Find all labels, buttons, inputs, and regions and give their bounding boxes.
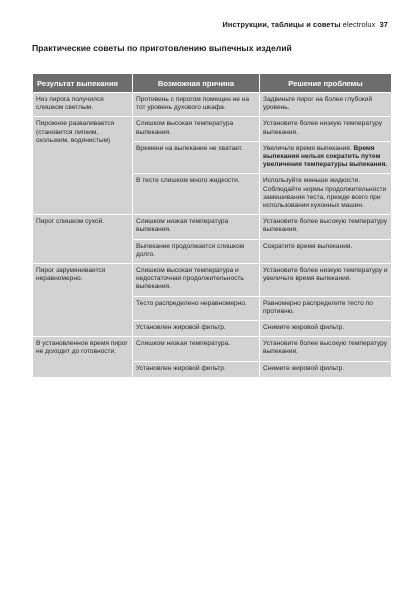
solution-cell <box>260 117 391 140</box>
page-number: 37 <box>379 20 388 29</box>
header-brand: electrolux <box>342 20 376 29</box>
solution-cell <box>260 174 391 214</box>
cause-cell: В тесте слишком много жидкости. <box>133 174 259 214</box>
solution-text: Увеличьте время выпекания. <box>263 144 352 152</box>
cause-cell: Времени на выпекание не хватает. <box>133 142 259 174</box>
cause-cell: Слишком низкая температура выпекания. <box>133 215 259 238</box>
column-header-result: Результат выпекания <box>33 74 132 92</box>
cause-cell: Слишком низкая температура. <box>133 337 259 360</box>
table-row <box>33 264 391 296</box>
solution-cell <box>260 362 391 377</box>
table-header-row <box>33 74 391 92</box>
table-row <box>33 337 391 360</box>
solution-text: Снимите жировой фильтр. <box>263 324 345 332</box>
table-row <box>33 93 391 116</box>
solution-text: Равномерно распределите тесто по противню. <box>263 299 373 315</box>
column-header-solution: Решение проблемы <box>260 74 391 92</box>
table-row <box>33 117 391 140</box>
result-cell: В установленное время пирог не доходит до готовности. <box>33 337 132 377</box>
solution-cell <box>260 215 391 238</box>
solution-text: Используйте меньше жидкости. Соблюдайте нормы продолжительности замешивания теста, прежде всего при использовании кухонных машин. <box>263 177 387 210</box>
page-header <box>222 20 388 29</box>
baking-tips-table <box>32 73 392 378</box>
cause-cell: Выпекание продолжается слишком долго. <box>133 240 259 263</box>
header-section: Инструкции, таблицы и советы <box>222 20 341 29</box>
solution-cell <box>260 93 391 116</box>
solution-text: Сократите время выпекания. <box>263 242 353 250</box>
cause-cell: Слишком высокая температура выпекания. <box>133 117 259 140</box>
solution-text: Задвиньте пирог на более глубокий уровень. <box>263 96 373 112</box>
result-cell: Пирог зарумянивается неравномерно. <box>33 264 132 336</box>
section-title: Практические советы по приготовлению выпечных изделий <box>32 43 292 53</box>
solution-text: Снимите жировой фильтр. <box>263 364 345 372</box>
cause-cell: Противень с пирогом помещен не на тот уровень духового шкафа. <box>133 93 259 116</box>
solution-warning: Время выпекания нельзя сократить путем увеличения температуры выпекания. <box>263 144 388 169</box>
solution-cell <box>260 337 391 360</box>
result-cell: Низ пирога получился слишком светлым. <box>33 93 132 116</box>
table-row <box>33 215 391 238</box>
solution-text: Установите более низкую температуру и увеличьте время выпекания. <box>263 267 388 283</box>
column-header-cause: Возможная причина <box>133 74 259 92</box>
cause-cell: Тесто распределено неравномерно. <box>133 297 259 320</box>
result-cell: Пирожное разваливается (становится липким, скользким, водянистым) <box>33 117 132 214</box>
solution-cell <box>260 264 391 296</box>
cause-cell: Установлен жировой фильтр. <box>133 362 259 377</box>
solution-text: Установите более низкую температуру выпекания. <box>263 120 383 136</box>
table-body <box>33 93 391 377</box>
solution-text: Установите более высокую температуру выпекания. <box>263 218 388 234</box>
solution-cell <box>260 297 391 320</box>
solution-cell <box>260 240 391 263</box>
solution-cell <box>260 321 391 336</box>
cause-cell: Слишком высокая температура и недостаточная продолжительность выпекания. <box>133 264 259 296</box>
solution-cell <box>260 142 391 174</box>
cause-cell: Установлен жировой фильтр. <box>133 321 259 336</box>
result-cell: Пирог слишком сухой. <box>33 215 132 263</box>
solution-text: Установите более высокую температуру выпекания. <box>263 340 388 356</box>
